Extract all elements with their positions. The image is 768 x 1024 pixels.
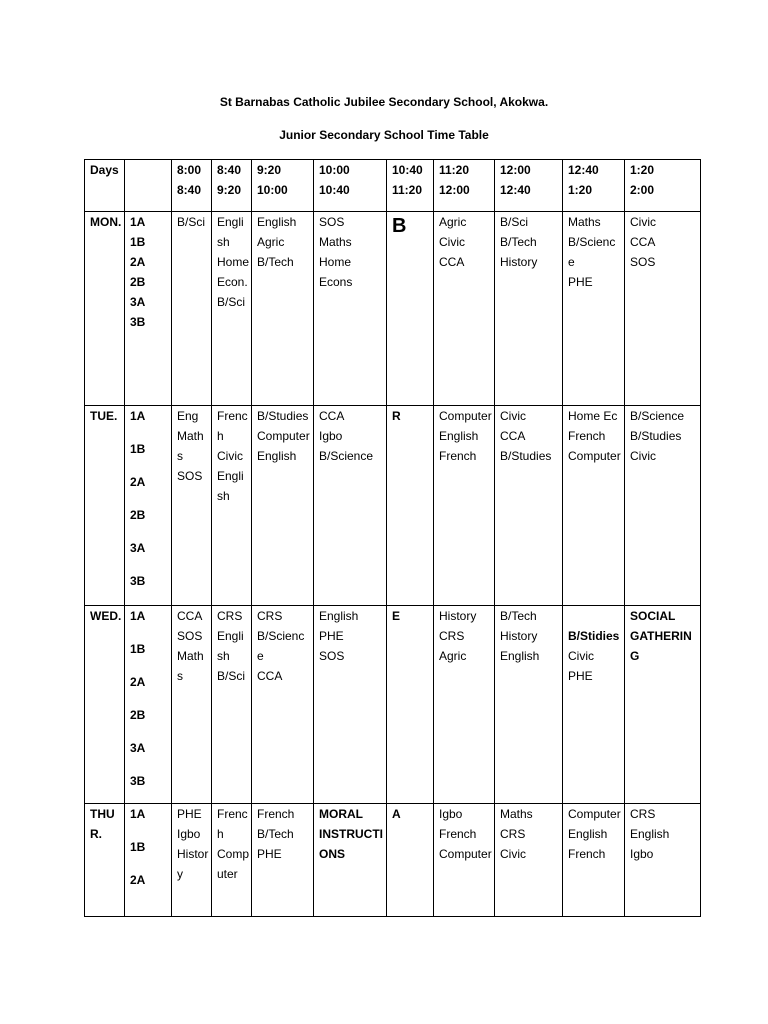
subject-cell [212, 606, 252, 804]
class-label: 2A [130, 873, 146, 887]
subject: Computer [568, 807, 621, 821]
subject: PHE [319, 629, 344, 643]
break-letter: R [392, 409, 401, 423]
subject: B/Studies [257, 409, 309, 423]
subject-cell [495, 406, 563, 606]
subject: Civic [630, 449, 656, 463]
subject-cell [172, 212, 212, 406]
subject: English [257, 449, 297, 463]
subject: Maths [319, 235, 352, 249]
class-list [125, 804, 172, 917]
subject-cell [495, 212, 563, 406]
subject-cell [563, 804, 625, 917]
day-label: MON. [85, 212, 125, 406]
subject: History [500, 629, 538, 643]
subject: PHE [257, 847, 282, 861]
subject: Agric [257, 235, 285, 249]
row-tuesday [85, 406, 701, 606]
class-label: 3A [130, 741, 146, 755]
period-end: 9:20 [217, 183, 242, 197]
day-label: TUE. [85, 406, 125, 606]
subject-cell [625, 406, 701, 606]
class-label: 2A [130, 475, 146, 489]
subject: CRS [500, 827, 526, 841]
subject-cell [625, 212, 701, 406]
subject: French [217, 807, 248, 841]
subject: Igbo [630, 847, 654, 861]
subject: English [500, 649, 540, 663]
row-wednesday [85, 606, 701, 804]
class-label: 2B [130, 508, 146, 522]
subject: Civic [500, 847, 526, 861]
subject-cell [212, 406, 252, 606]
period-end: 10:40 [319, 183, 350, 197]
break-letter-cell [387, 804, 434, 917]
class-label: 3B [130, 315, 146, 329]
period-end: 12:00 [439, 183, 470, 197]
subject: B/Science [630, 409, 685, 423]
subject-cell [434, 406, 495, 606]
subject: CCA [500, 429, 526, 443]
header-period [625, 160, 701, 212]
header-period [495, 160, 563, 212]
subject: PHE [568, 275, 593, 289]
class-label: 1B [130, 235, 146, 249]
subject-cell [434, 606, 495, 804]
row-thursday [85, 804, 701, 917]
break-letter: E [392, 609, 401, 623]
subject: English [217, 469, 244, 503]
subject: History [177, 847, 209, 881]
class-label: 1B [130, 840, 146, 854]
subject: Maths [177, 429, 204, 463]
subject: Civic [630, 215, 656, 229]
subject: Home Econ. [217, 255, 250, 289]
subject-cell [314, 606, 387, 804]
subject: Agric [439, 649, 467, 663]
subject: Civic [439, 235, 465, 249]
timetable-table [84, 159, 701, 917]
subject: Econs [319, 275, 353, 289]
break-letter: A [392, 807, 401, 821]
class-label: 2A [130, 255, 146, 269]
school-name-title: St Barnabas Catholic Jubilee Secondary School, Akokwa. [219, 95, 549, 109]
period-end: 2:00 [630, 183, 655, 197]
subject: PHE [177, 807, 202, 821]
subject-cell [434, 804, 495, 917]
row-monday [85, 212, 701, 406]
subject: English [217, 215, 244, 249]
subject: Igbo [439, 807, 463, 821]
subject: English [257, 215, 297, 229]
subject: History [500, 255, 538, 269]
subject-cell [212, 804, 252, 917]
subject: French [439, 449, 477, 463]
subject: B/Tech [500, 609, 537, 623]
period-start: 1:20 [630, 163, 655, 177]
subject: CRS [217, 609, 243, 623]
subject: English [568, 827, 608, 841]
subject: B/Studies [500, 449, 552, 463]
period-end: 11:20 [392, 183, 423, 197]
class-list [125, 212, 172, 406]
subject: CRS [439, 629, 465, 643]
class-label: 3B [130, 574, 146, 588]
subject: CCA [257, 669, 283, 683]
subject: SOS [630, 255, 656, 269]
subject: History [439, 609, 477, 623]
subject-cell [172, 606, 212, 804]
subject-cell [563, 406, 625, 606]
subject: French [217, 409, 248, 443]
period-start: 10:00 [319, 163, 350, 177]
subject-cell [563, 606, 625, 804]
subject: Agric [439, 215, 467, 229]
subject-cell [495, 606, 563, 804]
class-label: 1B [130, 642, 146, 656]
subject: Igbo [319, 429, 343, 443]
subject: English [217, 629, 244, 663]
subject: Maths [568, 215, 601, 229]
subject: B/Sci [217, 295, 246, 309]
day-label: THUR. [85, 804, 125, 917]
subject: Civic [568, 649, 594, 663]
subject: English [439, 429, 479, 443]
subject-cell [625, 606, 701, 804]
class-label: 2A [130, 675, 146, 689]
subject-cell [314, 804, 387, 917]
subject: Home Ec [568, 409, 618, 423]
subject: B/Sci [500, 215, 529, 229]
header-period [314, 160, 387, 212]
subject: Civic [217, 449, 243, 463]
class-label: 2B [130, 275, 146, 289]
class-label: 1A [130, 807, 146, 821]
subject: B/Stidies [568, 629, 620, 643]
subject-cell [563, 212, 625, 406]
timetable-subtitle: Junior Secondary School Time Table [279, 128, 489, 142]
subject: SOS [177, 469, 203, 483]
subject-cell [252, 212, 314, 406]
class-label: 2B [130, 708, 146, 722]
subject: CRS [257, 609, 283, 623]
subject: French [439, 827, 477, 841]
subject: CCA [177, 609, 203, 623]
day-label: WED. [85, 606, 125, 804]
subject: French [257, 807, 295, 821]
subject: Computer [257, 429, 310, 443]
subject: Computer [568, 449, 621, 463]
subject: Computer [439, 409, 492, 423]
subject-cell [625, 804, 701, 917]
subject: Civic [500, 409, 526, 423]
class-label: 1A [130, 409, 146, 423]
subject: SOCIAL GATHERING [630, 609, 692, 663]
subject: SOS [319, 215, 345, 229]
header-period [563, 160, 625, 212]
subject: B/Tech [257, 827, 294, 841]
subject-cell [172, 804, 212, 917]
header-period [252, 160, 314, 212]
subject: Maths [500, 807, 533, 821]
period-start: 12:40 [568, 163, 599, 177]
period-start: 11:20 [439, 163, 470, 177]
period-end: 8:40 [177, 183, 202, 197]
header-row [85, 160, 701, 212]
subject: Computer [439, 847, 492, 861]
class-label: 3A [130, 541, 146, 555]
period-start: 9:20 [257, 163, 282, 177]
subject: CCA [630, 235, 656, 249]
subject-cell [252, 406, 314, 606]
subject-cell [495, 804, 563, 917]
period-end: 10:00 [257, 183, 288, 197]
subject: B/Science [568, 235, 616, 269]
subject [568, 606, 622, 626]
subject: B/Sci [177, 215, 206, 229]
header-days: Days [85, 160, 125, 212]
subject: B/Tech [257, 255, 294, 269]
subject: Eng [177, 409, 199, 423]
subject: B/Science [257, 629, 305, 663]
break-letter-cell [387, 606, 434, 804]
class-label: 3A [130, 295, 146, 309]
break-letter-cell [387, 212, 434, 406]
subject-cell [434, 212, 495, 406]
period-start: 10:40 [392, 163, 423, 177]
period-start: 12:00 [500, 163, 531, 177]
subject: SOS [319, 649, 345, 663]
subject: Computer [217, 847, 250, 881]
subject: Home [319, 255, 352, 269]
subject: CRS [630, 807, 656, 821]
subject: French [568, 429, 606, 443]
period-end: 12:40 [500, 183, 531, 197]
subject: French [568, 847, 606, 861]
subject: Igbo [177, 827, 201, 841]
break-letter: B [392, 215, 407, 237]
class-label: 1A [130, 609, 146, 623]
subject: MORAL INSTRUCTIONS [319, 807, 383, 861]
subject-cell [212, 212, 252, 406]
period-end: 1:20 [568, 183, 593, 197]
header-period [172, 160, 212, 212]
subject: English [319, 609, 359, 623]
header-period [387, 160, 434, 212]
header-period [434, 160, 495, 212]
class-label: 3B [130, 774, 146, 788]
header-blank [125, 160, 172, 212]
subject: CCA [319, 409, 345, 423]
class-list [125, 406, 172, 606]
subject: Maths [177, 649, 204, 683]
subject: B/Studies [630, 429, 682, 443]
period-start: 8:00 [177, 163, 202, 177]
class-label: 1A [130, 215, 146, 229]
subject-cell [314, 212, 387, 406]
subject-cell [252, 606, 314, 804]
subject-cell [252, 804, 314, 917]
period-start: 8:40 [217, 163, 242, 177]
class-list [125, 606, 172, 804]
subject-cell [314, 406, 387, 606]
subject: B/Science [319, 449, 374, 463]
header-period [212, 160, 252, 212]
class-label: 1B [130, 442, 146, 456]
break-letter-cell [387, 406, 434, 606]
subject-cell [172, 406, 212, 606]
subject: B/Sci [217, 669, 246, 683]
subject: B/Tech [500, 235, 537, 249]
subject: CCA [439, 255, 465, 269]
subject: PHE [568, 669, 593, 683]
subject: SOS [177, 629, 203, 643]
subject: English [630, 827, 670, 841]
